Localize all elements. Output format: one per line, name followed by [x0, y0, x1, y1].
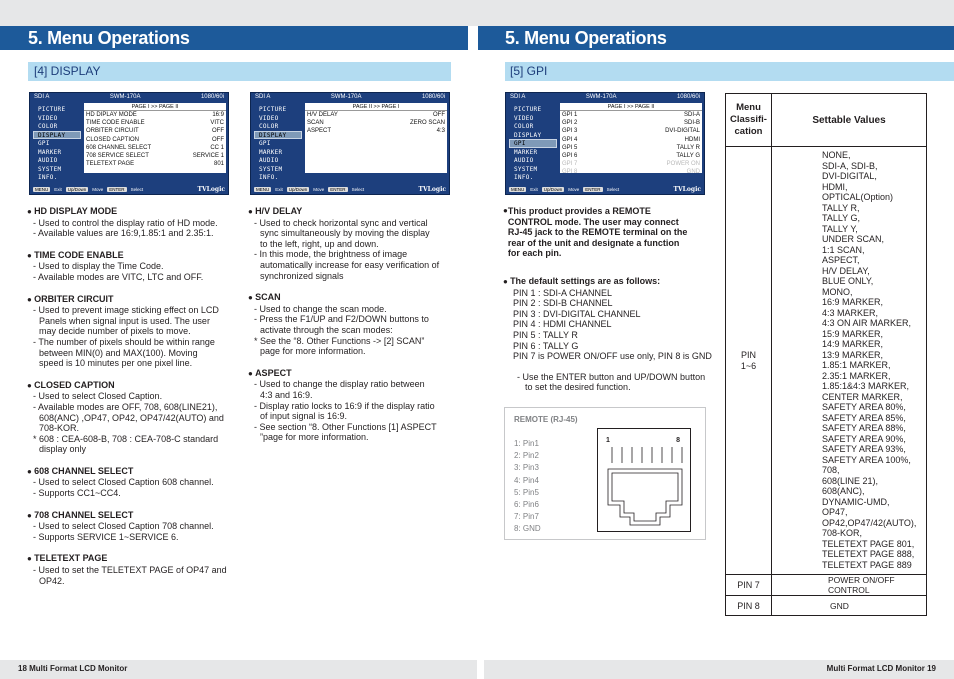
table-pin1-6-values	[772, 147, 927, 575]
settable-value: DVI-DIGITAL,	[822, 171, 877, 181]
gpi-osd	[505, 92, 705, 195]
settable-value: SAFETY AREA 100%,	[822, 454, 911, 465]
default-line: PIN 5 : TALLY R	[513, 329, 578, 340]
osd-row-value: OFF	[212, 136, 224, 143]
osd-model: SWM-170A	[585, 94, 617, 100]
settable-value: 1.85:1&4:3 MARKER,	[822, 381, 910, 391]
osd-key-label: Exit	[54, 186, 62, 192]
osd-row-label: GPI 1	[562, 112, 578, 118]
osd-row-disabled	[560, 168, 702, 176]
osd-row-value: HDMI	[684, 136, 700, 143]
osd-menu-item[interactable]: COLOR	[38, 123, 58, 130]
table-header-values: Settable Values	[772, 94, 927, 147]
tvlogic-logo: TVLogic	[673, 185, 701, 193]
settable-value: 708-KOR,	[822, 528, 863, 538]
display-osd-page1	[29, 92, 229, 195]
remote-pin-label: 3: Pin3	[514, 463, 539, 473]
item-line: - Used to change the display ratio between	[254, 379, 425, 390]
settable-value: 608(ANC),	[822, 486, 865, 496]
item-heading: ● SCAN	[248, 292, 463, 304]
osd-row-value: GND	[686, 169, 700, 176]
osd-row-value: ZERO SCAN	[409, 120, 445, 127]
display-col-1	[27, 206, 242, 586]
osd-row-label: GPI 4	[562, 136, 578, 143]
settable-value: 4:3 MARKER,	[822, 307, 879, 318]
osd-format: 1080/60i	[676, 94, 700, 100]
item-line: - Used to change the scan mode.	[254, 303, 387, 314]
rj45-jack	[597, 428, 691, 532]
settable-value: 14:9 MARKER,	[822, 339, 884, 349]
tvlogic-logo: TVLogic	[418, 185, 446, 193]
settable-value: TALLY Y,	[822, 223, 858, 234]
settable-value: TELETEXT PAGE 889	[822, 559, 912, 570]
osd-key-label: Move	[92, 186, 104, 192]
item-line: - Used to display the Time Code.	[33, 261, 164, 272]
osd-row-value: SERVICE 1	[192, 152, 224, 159]
item-line: * See the “8. Other Functions -> [2] SCAN”	[254, 335, 425, 346]
settable-value: 1.85:1 MARKER,	[822, 360, 891, 370]
settable-value: SDI-A, SDI-B,	[822, 160, 878, 171]
default-line: PIN 7 is POWER ON/OFF use only, PIN 8 is GND	[513, 351, 712, 362]
osd-menu-item[interactable]: MARKER	[514, 148, 538, 156]
settable-value: HDMI,	[822, 181, 848, 192]
osd-menu-item[interactable]: INFO.	[38, 174, 58, 181]
item-heading: ● ASPECT	[248, 368, 463, 380]
intro-line: for each pin.	[507, 248, 562, 259]
item-group	[27, 250, 242, 283]
table-header-menu	[726, 94, 772, 147]
item-line: - Display ratio locks to 16:9 if the display ratio	[254, 400, 435, 411]
osd-row-value: 801	[213, 161, 224, 168]
osd-row-value: POWER ON	[666, 161, 700, 168]
settable-value: ASPECT,	[822, 255, 860, 265]
remote-box	[504, 407, 706, 540]
item-line: page for more information.	[260, 346, 366, 357]
osd-format: 1080/60i	[200, 94, 224, 100]
rj45-icon	[598, 429, 692, 533]
intro-line: ● This product provides a REMOTE	[507, 206, 651, 216]
right-page-title: 5. Menu Operations	[505, 28, 667, 48]
settable-value: SAFETY AREA 90%,	[822, 433, 906, 444]
osd-menu-item[interactable]: COLOR	[259, 123, 279, 130]
item-line: - Supports SERVICE 1~SERVICE 6.	[33, 531, 179, 542]
item-line: Panels when signal input is used. The user	[39, 315, 210, 326]
osd-menu-item[interactable]: GPI	[509, 139, 557, 148]
osd-key: MENU	[511, 186, 525, 192]
osd-panel	[305, 103, 447, 173]
item-heading: ● H/V DELAY	[248, 206, 463, 218]
osd-row-label: H/V DELAY	[307, 112, 338, 118]
item-group	[248, 292, 463, 357]
osd-row-label: GPI 5	[562, 144, 578, 151]
item-heading: ● ORBITER CIRCUIT	[27, 294, 242, 306]
osd-menu-item[interactable]: GPI	[259, 140, 271, 147]
settable-value: NONE,	[822, 150, 851, 160]
item-line: * 608 : CEA-608-B, 708 : CEA-708-C standard	[33, 433, 219, 444]
remote-pin-label: 1: Pin1	[514, 439, 539, 448]
item-line: display only	[39, 444, 87, 455]
osd-panel	[560, 103, 702, 176]
osd-page-header: PAGE II >> PAGE I	[305, 103, 447, 111]
top-bar	[0, 0, 954, 26]
osd-row	[84, 127, 226, 135]
osd-menu-item[interactable]: COLOR	[514, 123, 534, 130]
item-line: ”page for more information.	[260, 432, 369, 443]
item-heading: ● HD DISPLAY MODE	[27, 206, 242, 218]
settable-value: H/V DELAY,	[822, 265, 870, 276]
osd-row-value: SDI-A	[683, 112, 700, 118]
item-line: - Used to set the TELETEXT PAGE of OP47 and	[33, 565, 227, 576]
osd-menu-item[interactable]: AUDIO	[514, 157, 534, 164]
pin-range-line: 1~6	[740, 360, 757, 371]
item-line: OP42.	[39, 575, 65, 586]
osd-menu-item[interactable]: DISPLAY	[514, 131, 542, 139]
osd-row-label: TIME CODE ENABLE	[86, 120, 145, 127]
remote-pin-label: 7: Pin7	[514, 512, 539, 522]
settable-value: BLUE ONLY,	[822, 276, 874, 286]
osd-menu-item[interactable]: VIDEO	[38, 114, 58, 122]
enter-note-line: to set the desired function.	[525, 382, 631, 393]
remote-title: REMOTE (RJ-45)	[514, 415, 578, 424]
osd-menu	[509, 105, 557, 182]
osd-row-label: GPI 6	[562, 152, 578, 159]
osd-row-label: 708 SERVICE SELECT	[86, 152, 149, 159]
item-line: - Used to select Closed Caption.	[33, 391, 163, 402]
osd-menu-item[interactable]: INFO.	[514, 174, 534, 181]
osd-row-value: OFF	[433, 112, 445, 118]
default-line: PIN 2 : SDI-B CHANNEL	[513, 298, 613, 309]
pin-range-line: PIN	[740, 349, 756, 360]
osd-menu-item[interactable]: SYSTEM	[38, 165, 62, 173]
gpi-intro	[503, 206, 713, 259]
osd-key-label: Exit	[275, 186, 283, 192]
settable-value: 708,	[822, 465, 840, 475]
osd-page-header: PAGE I >> PAGE II	[84, 103, 226, 111]
osd-bottom-bar	[30, 184, 228, 194]
osd-menu-item[interactable]: SYSTEM	[514, 165, 538, 173]
osd-row-label: GPI 2	[562, 120, 578, 127]
osd-key-label: Move	[313, 186, 325, 192]
osd-key: Up/Down	[288, 186, 308, 192]
item-heading: ● TELETEXT PAGE	[27, 553, 242, 565]
item-line: to the left, right, up and down.	[260, 238, 379, 249]
osd-format: 1080/60i	[421, 94, 445, 100]
osd-row	[84, 144, 226, 152]
osd-row	[560, 111, 702, 119]
osd-menu-item[interactable]: DISPLAY	[33, 131, 81, 140]
item-group	[27, 206, 242, 239]
item-group	[27, 510, 242, 543]
item-heading: ● CLOSED CAPTION	[27, 380, 242, 392]
item-group	[27, 553, 242, 586]
osd-menu-item[interactable]: PICTURE	[514, 106, 542, 113]
osd-row-value: SDI-B	[683, 120, 700, 127]
item-line: - Press the F1/UP and F2/DOWN buttons to	[254, 314, 429, 325]
settable-value: 15:9 MARKER,	[822, 328, 884, 339]
settable-value: 13:9 MARKER,	[822, 349, 884, 360]
display-col-2	[248, 206, 463, 443]
osd-row	[305, 119, 447, 127]
table-header-line: cation	[734, 126, 763, 137]
display-osd-page2	[250, 92, 450, 195]
osd-row	[560, 144, 702, 152]
right-section-bar	[505, 62, 954, 81]
default-line: PIN 3 : DVI-DIGITAL CHANNEL	[513, 308, 641, 319]
osd-key: MENU	[35, 186, 49, 192]
osd-menu	[33, 105, 81, 182]
item-line: - Used to prevent image sticking effect on LCD	[33, 305, 219, 316]
table-header-line: Classifi-	[730, 114, 767, 125]
osd-row-label: GPI 7	[562, 161, 578, 168]
table-pin7: PIN 7	[726, 575, 772, 596]
osd-key: ENTER	[109, 186, 125, 192]
table-pin7-value: POWER ON/OFF CONTROL	[772, 575, 927, 596]
tvlogic-logo: TVLogic	[197, 185, 225, 193]
item-line: - Supports CC1~CC4.	[33, 488, 121, 499]
item-line: - Available modes are OFF, 708, 608(LINE21),	[33, 401, 218, 412]
osd-menu-item[interactable]: PICTURE	[38, 106, 66, 113]
item-line: - The number of pixels should be within range	[33, 336, 215, 347]
item-line: 4:3 and 16:9.	[260, 389, 313, 400]
gpi-settings-table	[725, 93, 927, 616]
osd-row-value: CC 1	[210, 144, 224, 151]
osd-menu-item[interactable]: AUDIO	[38, 157, 58, 164]
osd-input: SDI A	[34, 94, 50, 100]
osd-input: SDI A	[255, 94, 271, 100]
osd-row-disabled	[560, 160, 702, 168]
settable-value: 4:3 ON AIR MARKER,	[822, 318, 912, 328]
settable-value: 1:1 SCAN,	[822, 244, 865, 255]
item-line: - Used to select Closed Caption 708 channel.	[33, 521, 214, 532]
osd-row-value: 4:3	[436, 128, 445, 135]
item-group	[27, 294, 242, 369]
item-line: - Available modes are VITC, LTC and OFF.	[33, 271, 204, 282]
osd-row	[305, 111, 447, 119]
osd-row-label: GPI 3	[562, 128, 578, 135]
settable-value: TALLY R,	[822, 202, 860, 213]
osd-menu-item[interactable]: AUDIO	[259, 157, 279, 164]
right-footer-text: Multi Format LCD Monitor 19	[826, 664, 936, 673]
item-line: of input signal is 16:9.	[260, 411, 348, 422]
osd-row-label: HD DIPLAY MODE	[86, 112, 137, 118]
osd-key-label: Exit	[530, 186, 538, 192]
item-group	[27, 466, 242, 499]
settable-value: SAFETY AREA 88%,	[822, 423, 906, 433]
osd-row	[560, 152, 702, 160]
intro-line: rear of the unit and designate a function	[507, 237, 680, 248]
osd-key-label: Select	[351, 186, 365, 192]
osd-row-value: VITC	[210, 120, 224, 127]
osd-input: SDI A	[510, 94, 526, 100]
osd-menu-item[interactable]: GPI	[38, 140, 50, 147]
osd-row	[560, 127, 702, 135]
osd-row-label: SCAN	[307, 120, 324, 127]
osd-model: SWM-170A	[330, 94, 362, 100]
enter-note-line: - Use the ENTER button and UP/DOWN button	[517, 371, 706, 382]
osd-topbar	[251, 93, 449, 103]
item-line: may decide number of pixels to move.	[39, 326, 191, 337]
osd-row-value: OFF	[212, 128, 224, 135]
osd-row	[84, 111, 226, 119]
default-line: PIN 4 : HDMI CHANNEL	[513, 319, 612, 330]
table-pin8-value: GND	[772, 596, 927, 616]
intro-line: RJ-45 jack to the REMOTE terminal on the	[507, 227, 688, 238]
osd-key: ENTER	[330, 186, 346, 192]
osd-row-label: TELETEXT PAGE	[86, 161, 135, 168]
osd-menu-item[interactable]: DISPLAY	[254, 131, 302, 140]
osd-panel	[84, 103, 226, 173]
jack-pin8-label: 8	[676, 437, 680, 444]
settable-value: SAFETY AREA 85%,	[822, 412, 906, 423]
osd-row-label: ORBITER CIRCUIT	[86, 128, 139, 135]
remote-pin-label: 8: GND	[514, 524, 541, 534]
item-line: 608(ANC) ,OP47, OP42, OP47/42(AUTO) and	[39, 412, 224, 423]
osd-row-label: GPI 8	[562, 169, 578, 176]
table-header-line: Menu	[736, 102, 761, 113]
item-line: between MIN(0) and MAX(100). Moving	[39, 347, 198, 358]
settable-value: TELETEXT PAGE 888,	[822, 549, 915, 559]
remote-pin-label: 2: Pin2	[514, 451, 539, 461]
osd-row	[560, 119, 702, 127]
remote-pin-label: 5: Pin5	[514, 487, 539, 497]
item-line: synchronized signals	[260, 270, 344, 281]
remote-pin-label: 4: Pin4	[514, 475, 539, 485]
table-pin8: PIN 8	[726, 596, 772, 616]
item-line: sync simultaneously by moving the display	[260, 228, 430, 239]
item-line: - See section “8. Other Functions [1] ASPECT	[254, 421, 437, 432]
osd-page-header: PAGE I >> PAGE II	[560, 103, 702, 111]
osd-key: Up/Down	[543, 186, 563, 192]
item-line: activate through the scan modes:	[260, 324, 393, 335]
left-footer-text: 18 Multi Format LCD Monitor	[18, 664, 128, 673]
osd-model: SWM-170A	[109, 94, 141, 100]
jack-pin1-label: 1	[606, 437, 610, 444]
right-section-title: [5] GPI	[510, 64, 548, 78]
item-line: - Available values are 16:9,1.85:1 and 2.35:1.	[33, 228, 214, 239]
osd-row-value: 16:9	[212, 112, 224, 118]
osd-bottom-bar	[506, 184, 704, 194]
settable-value: OPTICAL(Option)	[822, 192, 894, 202]
osd-row	[560, 136, 702, 144]
item-line: speed is 10 minutes per one pixel line.	[39, 358, 193, 369]
settable-value: SAFETY AREA 80%,	[822, 402, 906, 412]
item-line: - In this mode, the brightness of image	[254, 249, 408, 260]
osd-key-label: Select	[606, 186, 620, 192]
item-heading: ● 708 CHANNEL SELECT	[27, 510, 242, 522]
osd-menu	[254, 105, 302, 182]
settable-value: OP47, OP42,OP47/42(AUTO),	[822, 507, 917, 528]
osd-row	[84, 160, 226, 168]
osd-menu-item[interactable]: SYSTEM	[259, 165, 283, 173]
left-page-title: 5. Menu Operations	[28, 28, 190, 48]
osd-menu-item[interactable]: PICTURE	[259, 106, 287, 113]
osd-key: MENU	[256, 186, 270, 192]
item-line: - Used to control the display ratio of HD mode.	[33, 217, 218, 228]
item-line: automatically increase for easy verification of	[260, 259, 440, 270]
osd-row	[305, 127, 447, 135]
remote-pin-label: 6: Pin6	[514, 500, 539, 510]
item-line: - Used to check horizontal sync and vertical	[254, 217, 428, 228]
settable-value: DYNAMIC-UMD,	[822, 496, 890, 507]
settable-value: UNDER SCAN,	[822, 234, 885, 244]
item-line: 708-KOR.	[39, 423, 80, 434]
osd-menu-item[interactable]: VIDEO	[514, 114, 534, 122]
table-pin1-6	[726, 147, 772, 575]
osd-menu-item[interactable]: INFO.	[259, 174, 279, 181]
osd-row-value: TALLY G	[676, 152, 700, 159]
osd-row	[84, 152, 226, 160]
osd-menu-item[interactable]: MARKER	[259, 148, 283, 156]
settable-value: SAFETY AREA 93%,	[822, 444, 906, 454]
settable-value: 608(LINE 21),	[822, 475, 879, 486]
osd-menu-item[interactable]: MARKER	[38, 148, 62, 156]
left-section-title: [4] DISPLAY	[34, 64, 101, 78]
settable-value: 2.35:1 MARKER,	[822, 370, 891, 381]
osd-row	[84, 119, 226, 127]
settable-value: TALLY G,	[822, 213, 861, 223]
osd-row-label: CLOSED CAPTION	[86, 136, 140, 143]
item-group	[248, 368, 463, 443]
osd-row	[84, 136, 226, 144]
osd-menu-item[interactable]: VIDEO	[259, 114, 279, 122]
gpi-defaults	[503, 276, 713, 393]
item-heading: ● 608 CHANNEL SELECT	[27, 466, 242, 478]
defaults-heading: ● The default settings are as follows:	[503, 276, 713, 288]
item-heading: ● TIME CODE ENABLE	[27, 250, 242, 262]
osd-row-label: 608 CHANNEL SELECT	[86, 144, 152, 151]
osd-key: ENTER	[585, 186, 601, 192]
osd-row-value: TALLY R	[676, 144, 700, 151]
intro-line: CONTROL mode. The user may connect	[507, 216, 679, 227]
osd-key-label: Move	[568, 186, 580, 192]
default-line: PIN 6 : TALLY G	[513, 340, 579, 351]
settable-value: MONO,	[822, 286, 853, 297]
settable-value: CENTER MARKER,	[822, 391, 903, 402]
osd-row-label: ASPECT	[307, 128, 332, 135]
osd-bottom-bar	[251, 184, 449, 194]
item-group	[27, 380, 242, 455]
settable-value: TELETEXT PAGE 801,	[822, 538, 915, 549]
osd-topbar	[506, 93, 704, 103]
item-line: - Used to select Closed Caption 608 channel.	[33, 477, 214, 488]
settable-value: 16:9 MARKER,	[822, 297, 884, 307]
osd-key-label: Select	[130, 186, 144, 192]
osd-key: Up/Down	[67, 186, 87, 192]
item-group	[248, 206, 463, 281]
default-line: PIN 1 : SDI-A CHANNEL	[513, 287, 613, 298]
osd-topbar	[30, 93, 228, 103]
osd-row-value: DVI-DIGITAL	[665, 128, 700, 135]
